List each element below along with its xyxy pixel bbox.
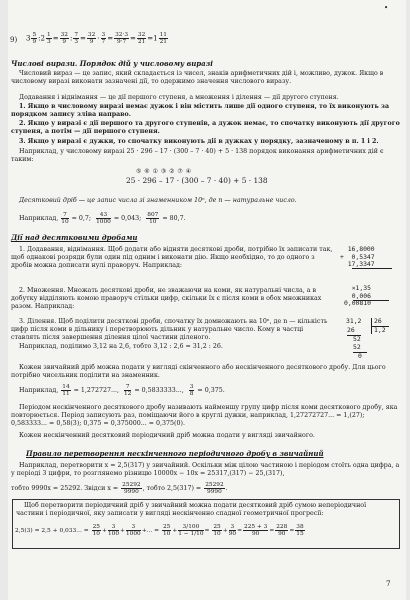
multiplication-column-example: ×1,35 0,006 0,00810 — [344, 284, 371, 308]
decimal-fraction-definition: Десятковий дріб — це запис числа зі знаменником 10ⁿ, де n — натуральне число. — [19, 197, 297, 204]
paragraph-order-example: Наприклад, у числовому виразі 25 · 296 – 17 · (300 – 7 · 40) + 5 · 138 порядок виконання арифметичних дій є таким: — [11, 148, 384, 163]
rule-3: 3. Якщо у виразі є дужки, то спочатку виконують дії в дужках у порядку, зазначеному в п. 1 і 2. — [19, 138, 379, 145]
division-remainder-1: 52 — [353, 335, 361, 343]
section-title-conversion-rule: Правило перетворення нескінченного періодичного дробу в звичайний — [26, 449, 324, 458]
section-title-decimal-operations: Дії над десятковими дробами — [11, 233, 138, 242]
decimal-fraction-example: Наприклад, $\frac{7}{10}$ = 0,7; $\frac{43}{1000}$ = 0,043; $\frac{807}{10}$ = 80,7. — [19, 212, 186, 225]
operation-order-marks: ⑤ ⑥ ① ③ ② ⑦ ④ — [136, 168, 192, 175]
page-number: 7 — [386, 579, 391, 588]
rule-2: 2. Якщо у виразі є дії першого та другого ступенів, а дужок немає, то спочатку виконують дії другого ступеня, а потім — дії першого ступеня. — [11, 120, 400, 135]
paragraph-fraction-to-decimal: Кожен звичайний дріб можна подати у вигляді скінченного або нескінченного десяткового дробу. Для цього потрібно чисельник поділити на знаменник. — [11, 364, 386, 379]
period-definition: Періодом нескінченного десяткового дробу називають найменшу групу цифр після коми десяткового дробу, яка повторюється. Період записують раз, поміщаючи його в круглі дужки, наприклад, 1,27272727... = 1,(27); 0,583333... = 0,58(3); 0,375 = 0,375000... = 0,375(0). — [11, 404, 398, 427]
division-quotient: 1,2 — [374, 326, 386, 334]
paragraph-numeric-expression-definition: Числовий вираз — це запис, який складається із чисел, знаків арифметичних дій і, можливо, дужок. Якщо в числовому виразі виконати зазначені дії, то одержимо значення числового виразу. — [11, 70, 384, 85]
geometric-progression-text: Щоб перетворити періодичний дріб у звичайний можна подати десятковий дріб сумою неперіодичної частини і періодичної, яку записати у вигляді нескінченно спадної геометричної прогресії: — [16, 502, 367, 517]
conversion-result: тобто 9990x = 25292. Звідси x = $\frac{25292}{9990}$ , тобто 2,5(317) = $\frac{25292}{9990}$ . — [11, 482, 228, 495]
paragraph-operation-degrees: Додавання і віднімання — це дії першого ступеня, а множення і ділення — дії другого ступеня. — [19, 94, 339, 101]
multiplication-rule: 2. Множення. Множать десяткові дроби, не зважаючи на коми, як натуральні числа, а в добутку відділяють комою праворуч стільки цифр, скільки їх є після коми в обох множниках разом. Наприклад: — [11, 287, 322, 310]
division-remainder-2: 0 — [358, 352, 362, 360]
division-example: Наприклад, поділимо 3,12 на 2,6, тобто 3,12 : 2,6 = 31,2 : 26. — [19, 343, 223, 350]
addition-column-example: 16,8000 + 0,5347 17,3347 — [340, 245, 375, 269]
geometric-progression-formula: 2,5(3) = 2,5 + 0,033... = $\frac{25}{10}$ + $\frac{3}{100}$ + $\frac{3}{1000}$ +... = $\frac{25}{10}$ + $\frac{3/100}{1 - 1/10}$ = $\frac{25}{10}$ + $\frac{3}{90}$ = $\frac{225 + 3}{90}$ = $\frac{228}{90}$ = $\frac{38}{15}$ — [15, 524, 304, 537]
multiplication-underline — [353, 300, 389, 301]
division-rule: 3. Ділення. Щоб поділити десяткові дроби, спочатку їх домножають на 10ⁿ, де n — кількість цифр після коми в дільнику і перетворюють дільник у натуральне число. Кому в частці ставлять після завершення ділення цілої частини діленого. — [11, 318, 328, 341]
rule-1: 1. Якщо в числовому виразі немає дужок і він містить лише дії одного ступеня, то їх виконують за порядком запису зліва направо. — [11, 103, 390, 118]
geometric-progression-box — [12, 499, 400, 549]
conversion-example: Наприклад, перетворити x = 2,5(317) у звичайний. Оскільки між цілою частиною і періодом стоїть одна цифра, а у періоді 3 цифри, то розглянемо різницю 10000x − 10x = 25317,(317) − 25,(317), — [11, 462, 400, 477]
textbook-page — [8, 0, 406, 600]
paragraph-periodic-to-ordinary: Кожен нескінченний десятковий періодичний дріб можна подати у вигляді звичайного. — [19, 432, 315, 439]
section-title-numeric-expressions: Числові вирази. Порядок дій у числовому виразі — [11, 59, 213, 68]
division-dividend: 31,2 — [346, 317, 362, 325]
fraction-to-decimal-example: Наприклад, $\frac{14}{11}$ = 1,272727..., $\frac{7}{12}$ = 0,5833333..., $\frac{3}{8}$ = 0,375. — [19, 384, 225, 397]
order-example-expression: 25 · 296 – 17 · (300 – 7 · 40) + 5 · 138 — [126, 176, 268, 185]
problem-9-expression: 3 $\frac{5}{9}$ :2 $\frac{1}{3}$ = $\frac{32}{9}$ : $\frac{7}{3}$ = $\frac{32}{9}$ · $\frac{3}{7}$ = $\frac{32\cdot 3}{9\cdot 7}$ = $\frac{32}{21}$ =1 $\frac{11}{21}$ — [26, 32, 167, 45]
division-subtrahend-2: 52 — [353, 343, 361, 351]
division-divisor: 26 — [374, 317, 382, 325]
problem-9-number: 9) — [10, 36, 18, 44]
addition-rule: 1. Додавання, віднімання. Щоб додати або відняти десяткові дроби, потрібно їх записати так, щоб однакові розряди були один під одним і виконати дію. Якщо необхідно, то до одного з дробів можна дописати нулі праворуч. Наприклад: — [11, 246, 333, 269]
addition-underline — [352, 268, 392, 269]
division-subtrahend-1: 26 — [347, 326, 355, 334]
corner-mark: • — [384, 4, 389, 12]
